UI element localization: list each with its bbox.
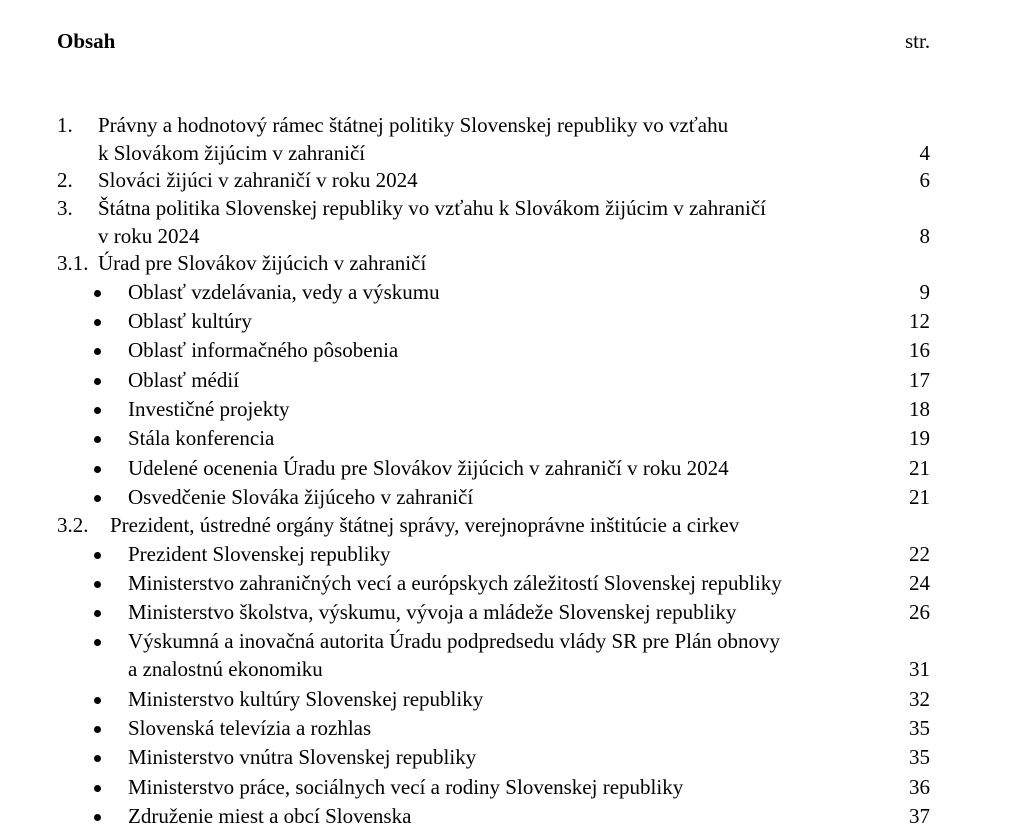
toc-entry-page: 32 [909, 687, 930, 711]
bullet-icon [94, 639, 101, 646]
toc-entry-title: Ministerstvo kultúry Slovenskej republiky [128, 687, 484, 711]
toc-entry-title: Štátna politika Slovenskej republiky vo vzťahu k Slovákom žijúcim v zahraničí [98, 196, 767, 220]
toc-entry-title: Oblasť vzdelávania, vedy a výskumu [128, 280, 440, 304]
toc-entry-title: Osvedčenie Slováka žijúceho v zahraničí [128, 485, 474, 509]
toc-entry[interactable] [0, 139, 1016, 167]
toc-entry-title: Udelené ocenenia Úradu pre Slovákov žijúcich v zahraničí v roku 2024 [128, 456, 729, 480]
toc-entry-title: a znalostnú ekonomiku [128, 657, 323, 681]
toc-entry[interactable] [0, 569, 1016, 597]
toc-entry-number: 1. [57, 113, 73, 137]
toc-entry-title: Oblasť kultúry [128, 309, 252, 333]
toc-entry[interactable] [0, 773, 1016, 801]
bullet-icon [94, 348, 101, 355]
bullet-icon [94, 726, 101, 733]
toc-entry-page: 31 [909, 657, 930, 681]
toc-entry-title: Prezident, ústredné orgány štátnej správy, verejnoprávne inštitúcie a cirkev [110, 513, 740, 537]
toc-entry[interactable] [0, 395, 1016, 423]
toc-entry[interactable] [0, 366, 1016, 394]
bullet-icon [94, 552, 101, 559]
bullet-icon [94, 495, 101, 502]
bullet-icon [94, 436, 101, 443]
bullet-icon [94, 697, 101, 704]
bullet-icon [94, 610, 101, 617]
toc-entry[interactable] [0, 655, 1016, 683]
toc-entry-title: Ministerstvo práce, sociálnych vecí a rodiny Slovenskej republiky [128, 775, 684, 799]
toc-entry-title: Ministerstvo vnútra Slovenskej republiky [128, 745, 477, 769]
toc-heading: Obsah [57, 29, 116, 53]
bullet-icon [94, 290, 101, 297]
toc-entry-page: 19 [909, 426, 930, 450]
toc-entry-title: Oblasť informačného pôsobenia [128, 338, 399, 362]
toc-entry-title: Investičné projekty [128, 397, 290, 421]
toc-entry-title: Ministerstvo zahraničných vecí a európskych záležitostí Slovenskej republiky [128, 571, 782, 595]
toc-entry-number: 3.1. [57, 251, 89, 275]
bullet-icon [94, 466, 101, 473]
toc-entry[interactable] [0, 714, 1016, 742]
toc-entry-page: 35 [909, 716, 930, 740]
toc-entry[interactable] [0, 540, 1016, 568]
toc-entry-title: Slováci žijúci v zahraničí v roku 2024 [98, 168, 418, 192]
toc-entry[interactable] [0, 483, 1016, 511]
toc-entry-title: Úrad pre Slovákov žijúcich v zahraničí [98, 251, 427, 275]
toc-entry[interactable] [0, 454, 1016, 482]
toc-entry-title: k Slovákom žijúcim v zahraničí [98, 141, 366, 165]
toc-entry[interactable] [0, 743, 1016, 771]
toc-entry-page: 12 [909, 309, 930, 333]
toc-entry-number: 3. [57, 196, 73, 220]
toc-entry-page: 18 [909, 397, 930, 421]
toc-entry-page: 9 [919, 280, 930, 304]
bullet-icon [94, 319, 101, 326]
toc-entry-page: 17 [909, 368, 930, 392]
page-column-label: str. [905, 29, 931, 53]
toc-entry-page: 16 [909, 338, 930, 362]
toc-entry-page: 37 [909, 804, 930, 828]
bullet-icon [94, 407, 101, 414]
toc-entry[interactable] [0, 194, 1016, 222]
bullet-icon [94, 785, 101, 792]
toc-entry[interactable] [0, 166, 1016, 194]
toc-entry[interactable] [0, 598, 1016, 626]
toc-entry[interactable] [0, 511, 1016, 539]
bullet-icon [94, 814, 101, 821]
bullet-icon [94, 755, 101, 762]
bullet-icon [94, 581, 101, 588]
toc-entry-title: Združenie miest a obcí Slovenska [128, 804, 412, 828]
toc-entry-title: Ministerstvo školstva, výskumu, vývoja a mládeže Slovenskej republiky [128, 600, 737, 624]
toc-entry-page: 26 [909, 600, 930, 624]
toc-entry-title: v roku 2024 [98, 224, 200, 248]
toc-entry[interactable] [0, 424, 1016, 452]
toc-entry-page: 36 [909, 775, 930, 799]
toc-entry-title: Výskumná a inovačná autorita Úradu podpredsedu vlády SR pre Plán obnovy [128, 629, 781, 653]
toc-entry[interactable] [0, 111, 1016, 139]
toc-entry-title: Prezident Slovenskej republiky [128, 542, 391, 566]
toc-entry-page: 22 [909, 542, 930, 566]
toc-entry-page: 21 [909, 485, 930, 509]
toc-entry-page: 8 [919, 224, 930, 248]
toc-entry[interactable] [0, 685, 1016, 713]
toc-entry[interactable] [0, 802, 1016, 830]
toc-entry-number: 2. [57, 168, 73, 192]
toc-entry[interactable] [0, 278, 1016, 306]
toc-entry-page: 6 [919, 168, 930, 192]
toc-entry[interactable] [0, 307, 1016, 335]
toc-entry-page: 4 [919, 141, 930, 165]
toc-entry-title: Stála konferencia [128, 426, 275, 450]
toc-entry-title: Slovenská televízia a rozhlas [128, 716, 372, 740]
toc-entry[interactable] [0, 336, 1016, 364]
toc-entry-page: 24 [909, 571, 930, 595]
toc-entry[interactable] [0, 222, 1016, 250]
toc-entry[interactable] [0, 249, 1016, 277]
toc-entry-title: Oblasť médií [128, 368, 240, 392]
bullet-icon [94, 378, 101, 385]
toc-entry-page: 35 [909, 745, 930, 769]
toc-entry[interactable] [0, 627, 1016, 655]
toc-entry-number: 3.2. [57, 513, 89, 537]
toc-entry-page: 21 [909, 456, 930, 480]
toc-entry-title: Právny a hodnotový rámec štátnej politiky Slovenskej republiky vo vzťahu [98, 113, 729, 137]
